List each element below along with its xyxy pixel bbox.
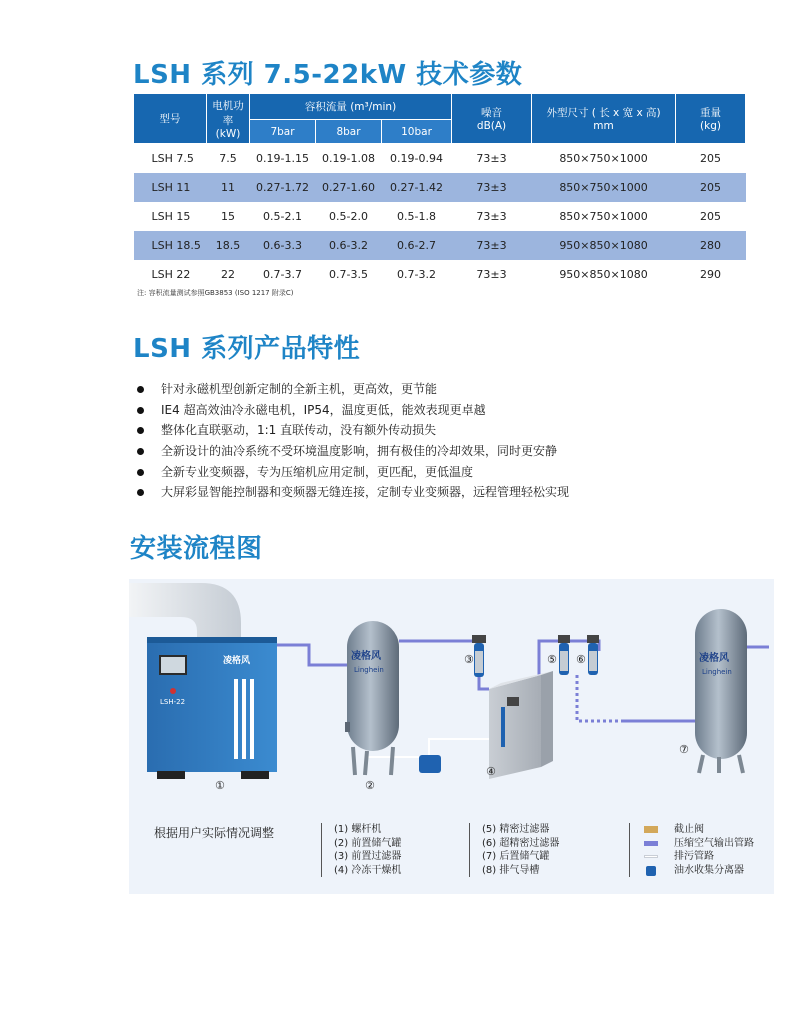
screw-compressor xyxy=(147,637,277,779)
oil-water-separator xyxy=(419,755,441,773)
cell-flow-10bar: 0.27-1.42 xyxy=(382,173,452,202)
air-pipe-icon xyxy=(644,841,658,846)
cell-model: LSH 15 xyxy=(151,209,191,223)
diagram-intro: 根据用户实际情况调整 xyxy=(154,826,275,840)
diagram-illustration xyxy=(129,579,774,816)
marker-5: ⑤ xyxy=(547,653,557,666)
legend-item: 截止阀 xyxy=(674,824,704,835)
cell-flow-7bar: 0.6-3.3 xyxy=(250,231,316,260)
col-8bar-header: 8bar xyxy=(316,120,382,144)
cell-flow-8bar: 0.19-1.08 xyxy=(322,151,375,165)
compressor-model-label: LSH-22 xyxy=(160,698,186,706)
cell-size: 850×750×1000 xyxy=(559,209,648,223)
table-row xyxy=(134,260,746,289)
marker-6: ⑥ xyxy=(576,653,586,666)
feature-item: 整体化直联驱动，1:1 直联传动，没有额外传动损失 xyxy=(137,420,569,441)
cell-weight: 205 xyxy=(700,209,722,223)
table-row xyxy=(134,144,746,173)
legend-column-3 xyxy=(629,823,754,877)
install-title: 安装流程图 xyxy=(130,534,263,564)
spec-title: LSH 系列 7.5-22kW 技术参数 xyxy=(133,60,523,90)
col-weight-unit: (kg) xyxy=(700,120,721,132)
legend-item: (1) 螺杆机 xyxy=(334,824,382,835)
cell-power: 11 xyxy=(207,173,250,202)
col-10bar-header: 10bar xyxy=(382,120,452,144)
col-size-header xyxy=(532,94,676,144)
cell-flow-8bar: 0.5-2.0 xyxy=(329,209,368,223)
cell-noise: 73±3 xyxy=(476,209,507,223)
col-noise-label: 噪音 xyxy=(481,107,503,119)
compressor-brand: 凌格风 xyxy=(223,656,251,666)
legend-item: 油水收集分离器 xyxy=(674,864,744,876)
legend-column-1 xyxy=(321,823,401,877)
cell-flow-10bar: 0.5-1.8 xyxy=(397,209,436,223)
legend-item: (6) 超精密过滤器 xyxy=(482,837,560,849)
col-power-label: 电机功率 xyxy=(212,99,244,127)
cell-weight: 205 xyxy=(676,173,746,202)
separator-icon xyxy=(646,866,656,876)
cell-weight: 280 xyxy=(676,231,746,260)
spec-table xyxy=(133,93,746,289)
cell-flow-10bar: 0.19-0.94 xyxy=(390,151,443,165)
cell-flow-7bar: 0.7-3.7 xyxy=(263,267,302,281)
cell-noise: 73±3 xyxy=(476,267,507,281)
feature-item: 全新设计的油冷系统不受环境温度影响，拥有极佳的冷却效果，同时更安静 xyxy=(137,441,569,462)
col-power-unit: (kW) xyxy=(215,127,241,140)
refrigerated-dryer xyxy=(489,671,553,779)
cell-model: LSH 7.5 xyxy=(151,151,194,165)
cell-power: 7.5 xyxy=(219,151,237,165)
marker-4: ④ xyxy=(486,765,496,778)
feature-item: 针对永磁机型创新定制的全新主机，更高效，更节能 xyxy=(137,379,569,400)
table-row xyxy=(134,202,746,231)
table-row xyxy=(134,173,746,202)
cell-power: 18.5 xyxy=(207,231,250,260)
valve-icon xyxy=(644,826,658,833)
cell-model: LSH 22 xyxy=(151,267,191,281)
marker-7: ⑦ xyxy=(679,743,689,756)
legend-item: 排污管路 xyxy=(674,851,714,862)
col-power-header xyxy=(207,94,250,144)
cell-noise: 73±3 xyxy=(452,173,532,202)
cell-weight: 290 xyxy=(700,267,722,281)
cell-weight: 205 xyxy=(700,151,722,165)
legend-item: 压缩空气输出管路 xyxy=(674,837,754,849)
marker-3: ③ xyxy=(464,653,474,666)
tank-brand: 凌格风 xyxy=(699,653,729,664)
cell-flow-7bar: 0.27-1.72 xyxy=(250,173,316,202)
table-row xyxy=(134,231,746,260)
cell-noise: 73±3 xyxy=(452,231,532,260)
legend-item: (3) 前置过滤器 xyxy=(334,851,402,862)
cell-power: 22 xyxy=(221,267,235,281)
col-7bar-header: 7bar xyxy=(250,120,316,144)
legend-item: (4) 冷冻干燥机 xyxy=(334,864,402,876)
col-weight-header xyxy=(676,94,746,144)
feature-item: IE4 超高效油冷永磁电机，IP54，温度更低，能效表现更卓越 xyxy=(137,400,569,421)
cell-flow-7bar: 0.19-1.15 xyxy=(256,151,309,165)
col-model-header: 型号 xyxy=(134,94,207,144)
cell-flow-10bar: 0.6-2.7 xyxy=(382,231,452,260)
cell-size: 850×750×1000 xyxy=(532,173,676,202)
marker-2: ② xyxy=(365,779,375,792)
col-flow-header: 容积流量 (m³/min) xyxy=(250,94,452,120)
cell-noise: 73±3 xyxy=(476,151,507,165)
feature-item: 大屏彩显智能控制器和变频器无缝连接，定制专业变频器，远程管理轻松实现 xyxy=(137,482,569,503)
cell-size: 950×850×1080 xyxy=(532,231,676,260)
legend-column-2 xyxy=(469,823,559,877)
pre-filter xyxy=(472,635,486,677)
cell-size: 850×750×1000 xyxy=(559,151,648,165)
drain-pipe-icon xyxy=(644,855,658,858)
col-noise-unit: dB(A) xyxy=(476,120,507,132)
cell-flow-8bar: 0.7-3.5 xyxy=(329,267,368,281)
cell-power: 15 xyxy=(221,209,235,223)
cell-flow-8bar: 0.6-3.2 xyxy=(316,231,382,260)
feature-list xyxy=(137,379,569,503)
feature-item: 全新专业变频器，专为压缩机应用定制，更匹配，更低温度 xyxy=(137,462,569,483)
rear-air-tank xyxy=(695,609,747,773)
installation-diagram xyxy=(129,579,774,894)
cell-flow-8bar: 0.27-1.60 xyxy=(316,173,382,202)
col-weight-label: 重量 xyxy=(700,107,722,119)
col-size-unit: mm xyxy=(593,120,614,132)
cell-size: 950×850×1080 xyxy=(559,267,648,281)
legend-item: (8) 排气导槽 xyxy=(482,864,540,876)
col-noise-header xyxy=(452,94,532,144)
features-title: LSH 系列产品特性 xyxy=(133,334,361,364)
cell-model: LSH 18.5 xyxy=(134,231,207,260)
cell-flow-7bar: 0.5-2.1 xyxy=(263,209,302,223)
legend-item: (5) 精密过滤器 xyxy=(482,824,550,835)
tank-brand-en: Linghein xyxy=(702,668,732,676)
table-note: 注: 容积流量测试参照GB3853 (ISO 1217 附录C) xyxy=(137,289,294,297)
cell-model: LSH 11 xyxy=(134,173,207,202)
legend-item: (7) 后置储气罐 xyxy=(482,851,550,862)
cell-flow-10bar: 0.7-3.2 xyxy=(397,267,436,281)
col-size-label: 外型尺寸 ( 长 x 宽 x 高) xyxy=(546,107,661,119)
tank-brand-en: Linghein xyxy=(354,666,384,674)
legend-item: (2) 前置储气罐 xyxy=(334,837,402,849)
tank-brand: 凌格风 xyxy=(351,651,381,662)
marker-1: ① xyxy=(215,779,225,792)
